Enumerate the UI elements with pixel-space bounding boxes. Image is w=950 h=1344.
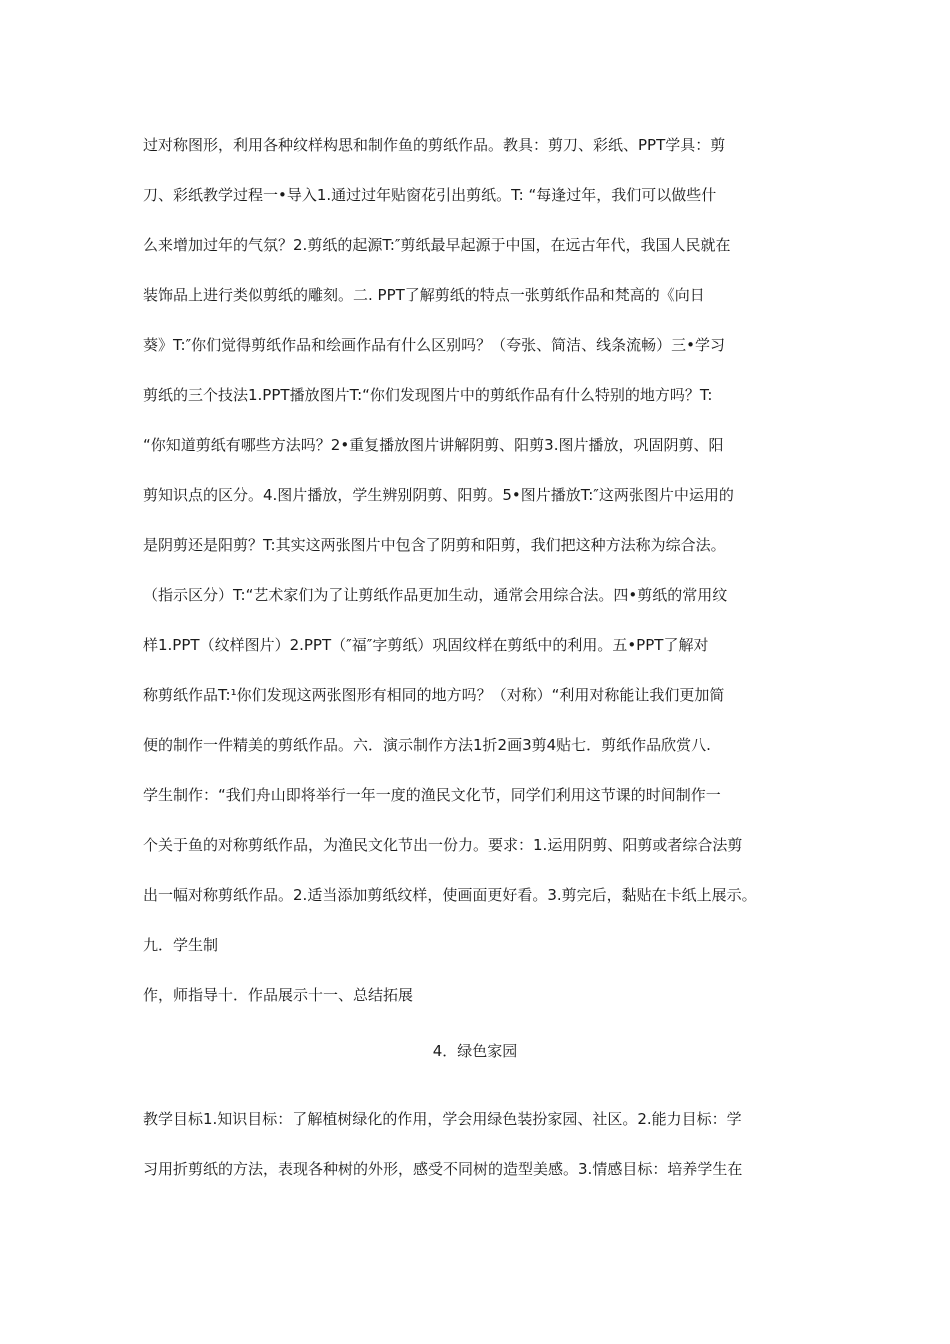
- body-line-11: 样1.PPT（纹样图片）2.PPT（″福″字剪纸）巩固纹样在剪纸中的利用。五•PPT了解对: [143, 636, 709, 654]
- body-line-18: 作，师指导十．作品展示十一、总结拓展: [143, 986, 414, 1004]
- body-line-14: 学生制作：“我们舟山即将举行一年一度的渔民文化节，同学们利用这节课的时间制作一: [143, 786, 721, 804]
- objective-line-2: 习用折剪纸的方法，表现各种树的外形，感受不同树的造型美感。3.情感目标：培养学生在: [143, 1160, 743, 1178]
- body-line-17: 九．学生制: [143, 936, 219, 954]
- body-line-15: 个关于鱼的对称剪纸作品，为渔民文化节出一份力。要求：1.运用阴剪、阳剪或者综合法剪: [143, 836, 743, 854]
- body-line-4: 装饰品上进行类似剪纸的雕刻。二. PPT了解剪纸的特点一张剪纸作品和梵高的《向日: [143, 286, 705, 304]
- body-line-9: 是阴剪还是阳剪？T:其实这两张图片中包含了阴剪和阳剪，我们把这种方法称为综合法。: [143, 536, 726, 554]
- body-line-16: 出一幅对称剪纸作品。2.适当添加剪纸纹样，使画面更好看。3.剪完后，黏贴在卡纸上展示。: [143, 886, 757, 904]
- body-line-5: 葵》T:″你们觉得剪纸作品和绘画作品有什么区别吗？（夸张、简洁、线条流畅）三•学习: [143, 336, 726, 354]
- body-line-2: 刀、彩纸教学过程一•导入1.通过过年贴窗花引出剪纸。T: “每逢过年，我们可以做些什: [143, 186, 717, 204]
- body-line-8: 剪知识点的区分。4.图片播放，学生辨别阴剪、阳剪。5•图片播放T:″这两张图片中运用的: [143, 486, 734, 504]
- body-line-12: 称剪纸作品T:¹你们发现这两张图形有相同的地方吗？（对称）“利用对称能让我们更加简: [143, 686, 725, 704]
- section-heading: 4．绿色家园: [432, 1042, 518, 1060]
- body-line-3: 么来增加过年的气氛？2.剪纸的起源T:″剪纸最早起源于中国，在远古年代，我国人民就在: [143, 236, 731, 254]
- objective-line-1: 教学目标1.知识目标：了解植树绿化的作用，学会用绿色装扮家园、社区。2.能力目标：学: [143, 1110, 742, 1128]
- body-line-7: “你知道剪纸有哪些方法吗？2•重复播放图片讲解阴剪、阳剪3.图片播放，巩固阴剪、阳: [143, 436, 724, 454]
- body-line-1: 过对称图形，利用各种纹样构思和制作鱼的剪纸作品。教具：剪刀、彩纸、PPT学具：剪: [143, 136, 726, 154]
- body-line-10: （指示区分）T:“艺术家们为了让剪纸作品更加生动，通常会用综合法。四•剪纸的常用纹: [143, 586, 728, 604]
- body-line-13: 便的制作一件精美的剪纸作品。六．演示制作方法1折2画3剪4贴七．剪纸作品欣赏八.: [143, 736, 711, 754]
- body-line-6: 剪纸的三个技法1.PPT播放图片T:“你们发现图片中的剪纸作品有什么特别的地方吗？T:: [143, 386, 713, 404]
